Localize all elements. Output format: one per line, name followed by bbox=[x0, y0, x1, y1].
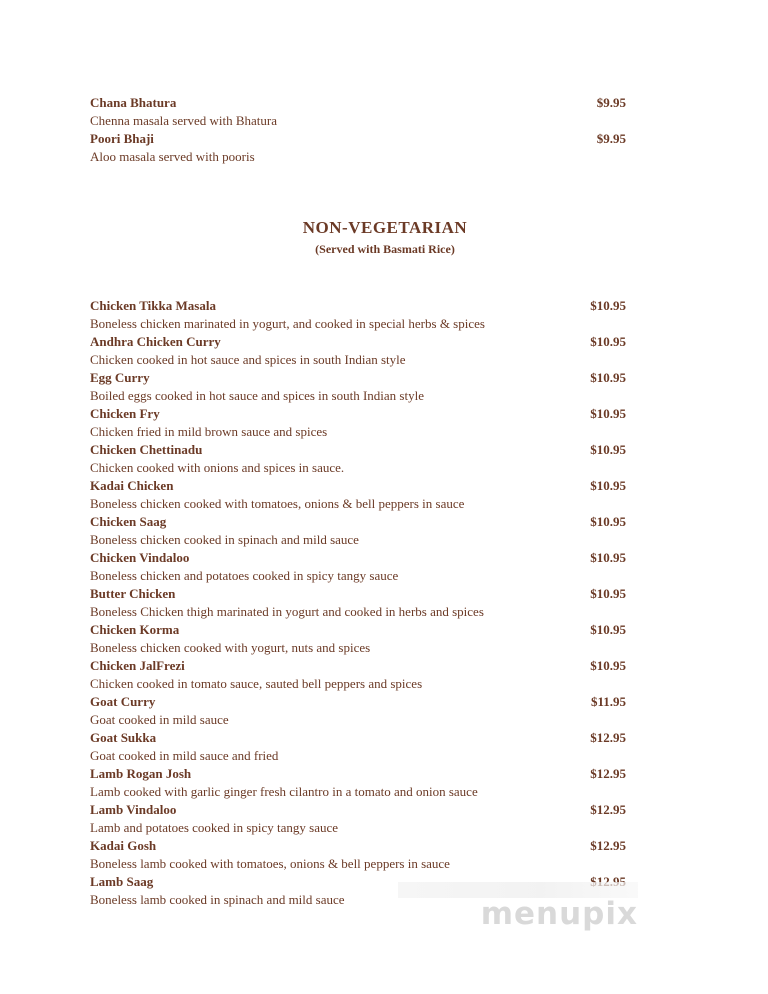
item-price: $10.95 bbox=[590, 550, 626, 565]
menu-item-line bbox=[90, 94, 626, 112]
item-description: Boneless chicken cooked in spinach and mild sauce bbox=[90, 532, 359, 547]
menu-item-line bbox=[90, 297, 626, 315]
menu-item bbox=[90, 765, 626, 801]
item-description: Chicken cooked with onions and spices in sauce. bbox=[90, 460, 345, 475]
menu-item bbox=[90, 621, 626, 657]
item-description: Aloo masala served with pooris bbox=[90, 149, 255, 164]
item-description: Boiled eggs cooked in hot sauce and spices in south Indian style bbox=[90, 388, 424, 403]
menu-item bbox=[90, 94, 626, 130]
item-description: Chenna masala served with Bhatura bbox=[90, 113, 277, 128]
menu-item-line bbox=[90, 369, 626, 387]
menu-item bbox=[90, 333, 626, 369]
item-description: Boneless chicken marinated in yogurt, and cooked in special herbs & spices bbox=[90, 316, 485, 331]
item-price: $12.95 bbox=[590, 730, 626, 745]
section-header bbox=[117, 218, 653, 257]
item-name: Chicken Saag bbox=[90, 514, 167, 529]
item-name: Chicken Korma bbox=[90, 622, 180, 637]
item-name: Andhra Chicken Curry bbox=[90, 334, 221, 349]
item-description: Lamb and potatoes cooked in spicy tangy sauce bbox=[90, 820, 339, 835]
section-subtitle: (Served with Basmati Rice) bbox=[315, 242, 455, 256]
menu-item bbox=[90, 405, 626, 441]
item-name: Chicken Fry bbox=[90, 406, 160, 421]
item-description: Boneless lamb cooked with tomatoes, onions & bell peppers in sauce bbox=[90, 856, 450, 871]
menu-item bbox=[90, 130, 626, 166]
item-name: Goat Curry bbox=[90, 694, 156, 709]
item-price: $9.95 bbox=[596, 131, 626, 146]
item-name: Kadai Gosh bbox=[90, 838, 157, 853]
item-description: Chicken fried in mild brown sauce and spices bbox=[90, 424, 328, 439]
item-name: Butter Chicken bbox=[90, 586, 176, 601]
menu-item bbox=[90, 801, 626, 837]
menu-item bbox=[90, 657, 626, 693]
menu-item bbox=[90, 693, 626, 729]
item-price: $10.95 bbox=[590, 442, 626, 457]
item-price: $10.95 bbox=[590, 370, 626, 385]
item-name: Lamb Vindaloo bbox=[90, 802, 177, 817]
menu-item-line bbox=[90, 657, 626, 675]
item-name: Goat Sukka bbox=[90, 730, 157, 745]
item-description: Boneless chicken and potatoes cooked in spicy tangy sauce bbox=[90, 568, 399, 583]
item-price: $10.95 bbox=[590, 406, 626, 421]
menu-item bbox=[90, 549, 626, 585]
item-name: Lamb Saag bbox=[90, 874, 154, 889]
menu-item-line bbox=[90, 585, 626, 603]
menu-item bbox=[90, 729, 626, 765]
item-price: $10.95 bbox=[590, 298, 626, 313]
item-price: $12.95 bbox=[590, 766, 626, 781]
menu-content bbox=[90, 0, 626, 909]
item-description: Boneless lamb cooked in spinach and mild sauce bbox=[90, 892, 345, 907]
item-description: Lamb cooked with garlic ginger fresh cilantro in a tomato and onion sauce bbox=[90, 784, 478, 799]
item-price: $10.95 bbox=[590, 622, 626, 637]
item-name: Chicken JalFrezi bbox=[90, 658, 185, 673]
section-title: NON-VEGETARIAN bbox=[302, 218, 468, 237]
menu-item-line bbox=[90, 130, 626, 148]
item-description: Goat cooked in mild sauce and fried bbox=[90, 748, 279, 763]
menu-item-line bbox=[90, 693, 626, 711]
item-description: Boneless Chicken thigh marinated in yogurt and cooked in herbs and spices bbox=[90, 604, 484, 619]
item-description: Chicken cooked in hot sauce and spices in south Indian style bbox=[90, 352, 406, 367]
menu-item bbox=[90, 297, 626, 333]
item-name: Chana Bhatura bbox=[90, 95, 177, 110]
item-name: Kadai Chicken bbox=[90, 478, 174, 493]
menu-item bbox=[90, 837, 626, 873]
vegetarian-items-tail bbox=[90, 94, 626, 166]
menu-item bbox=[90, 513, 626, 549]
menu-item-line bbox=[90, 621, 626, 639]
menu-item bbox=[90, 441, 626, 477]
menu-item bbox=[90, 477, 626, 513]
menu-item-line bbox=[90, 729, 626, 747]
item-name: Chicken Tikka Masala bbox=[90, 298, 216, 313]
menu-item bbox=[90, 369, 626, 405]
item-name: Chicken Vindaloo bbox=[90, 550, 190, 565]
menu-item-line bbox=[90, 549, 626, 567]
menu-item-line bbox=[90, 477, 626, 495]
menu-item-line bbox=[90, 837, 626, 855]
menupix-watermark: menupix bbox=[480, 896, 638, 932]
menu-item-line bbox=[90, 513, 626, 531]
item-price: $10.95 bbox=[590, 658, 626, 673]
item-price: $12.95 bbox=[590, 802, 626, 817]
item-price: $9.95 bbox=[596, 95, 626, 110]
menu-item-line bbox=[90, 441, 626, 459]
menu-item-line bbox=[90, 333, 626, 351]
non-vegetarian-items bbox=[90, 297, 626, 909]
item-description: Boneless chicken cooked with yogurt, nuts and spices bbox=[90, 640, 371, 655]
item-description: Chicken cooked in tomato sauce, sauted bell peppers and spices bbox=[90, 676, 423, 691]
menu-item bbox=[90, 585, 626, 621]
item-price: $10.95 bbox=[590, 514, 626, 529]
item-name: Chicken Chettinadu bbox=[90, 442, 203, 457]
menu-item-line bbox=[90, 765, 626, 783]
item-name: Poori Bhaji bbox=[90, 131, 154, 146]
item-price: $12.95 bbox=[590, 838, 626, 853]
item-price: $11.95 bbox=[590, 694, 626, 709]
item-price: $10.95 bbox=[590, 586, 626, 601]
menu-item-line bbox=[90, 801, 626, 819]
item-price: $10.95 bbox=[590, 478, 626, 493]
item-name: Lamb Rogan Josh bbox=[90, 766, 192, 781]
item-description: Goat cooked in mild sauce bbox=[90, 712, 229, 727]
item-name: Egg Curry bbox=[90, 370, 150, 385]
item-description: Boneless chicken cooked with tomatoes, onions & bell peppers in sauce bbox=[90, 496, 465, 511]
item-price: $10.95 bbox=[590, 334, 626, 349]
menu-item-line bbox=[90, 405, 626, 423]
